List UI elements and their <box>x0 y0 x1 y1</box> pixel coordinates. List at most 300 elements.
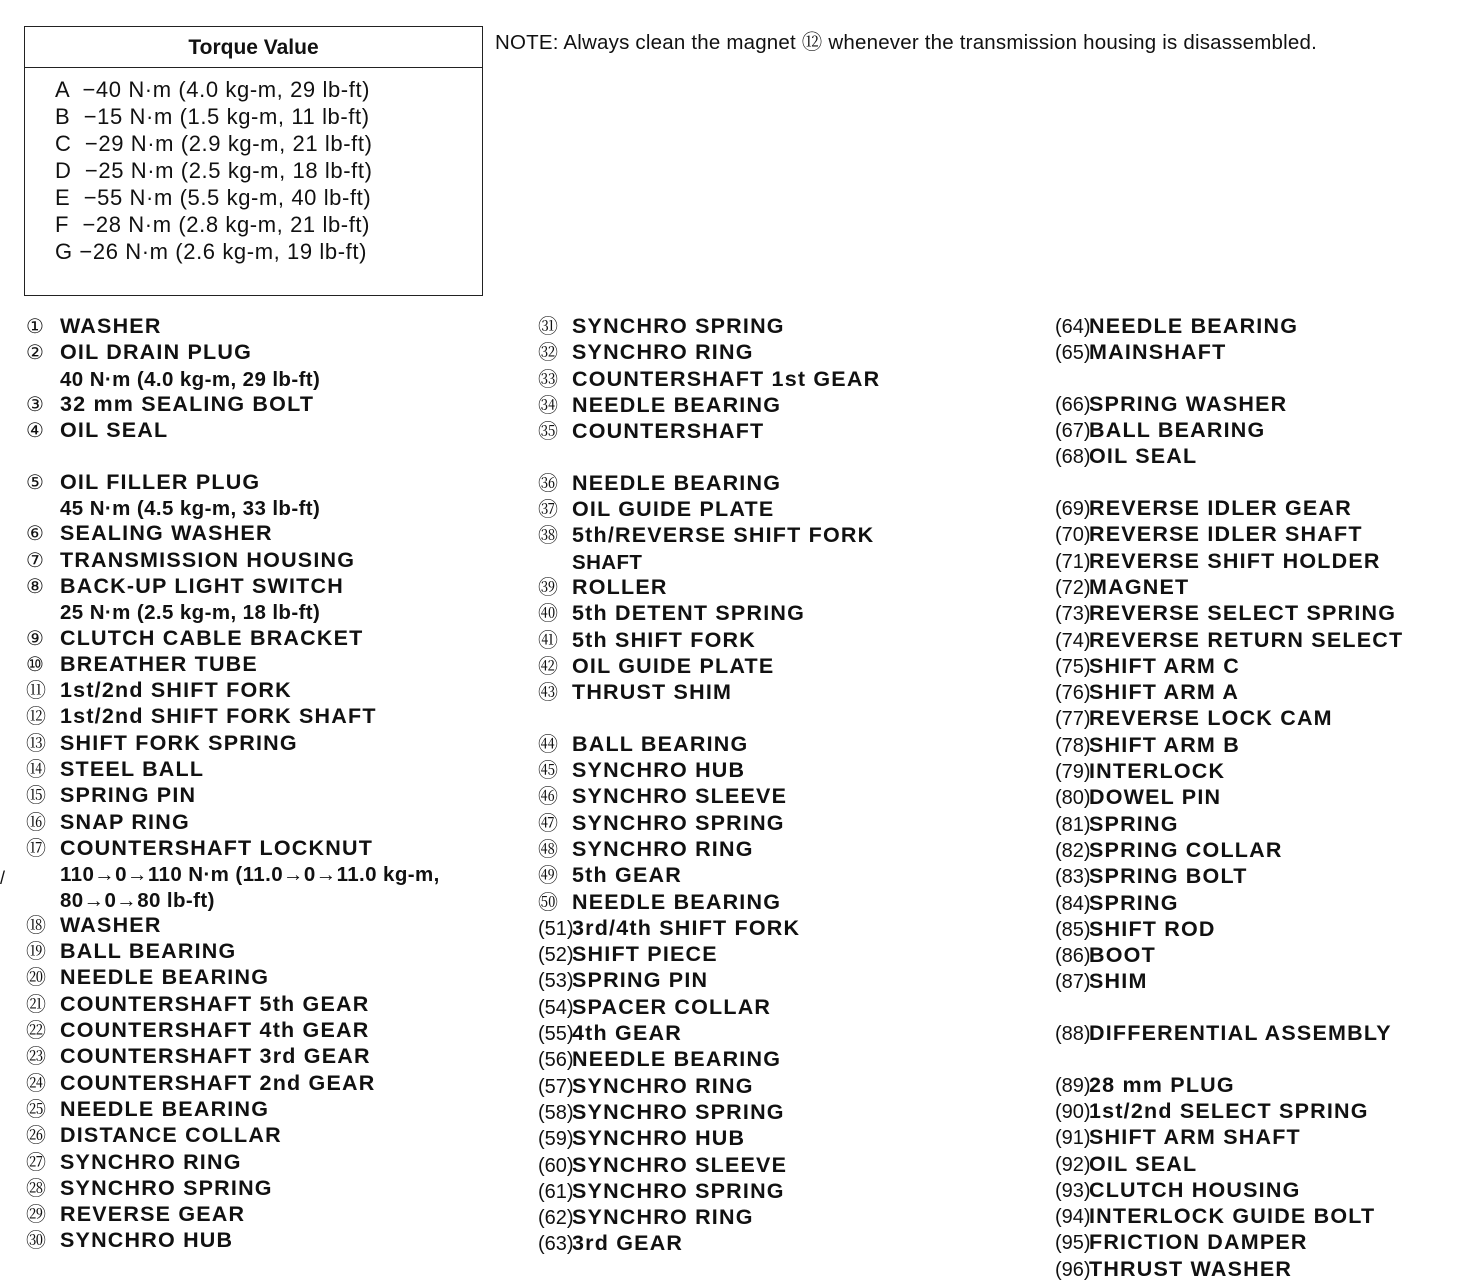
part-item <box>1055 759 1403 785</box>
part-name: SPRING COLLAR <box>1089 837 1283 862</box>
part-item <box>1055 444 1403 470</box>
part-number: (65) <box>1055 342 1091 365</box>
part-name: FRICTION DAMPER <box>1089 1230 1308 1255</box>
part-name: SHIFT ROD <box>1089 916 1216 941</box>
part-name: SPRING WASHER <box>1089 391 1288 416</box>
part-number: (93) <box>1055 1179 1091 1202</box>
part-name: 3rd/4th SHIFT FORK <box>572 915 801 940</box>
part-item <box>538 890 880 916</box>
part-name: SHIM <box>1089 969 1148 994</box>
part-name: SYNCHRO HUB <box>572 1126 746 1151</box>
part-number: (75) <box>1055 655 1091 678</box>
part-name: COUNTERSHAFT LOCKNUT <box>60 835 374 860</box>
part-name: MAINSHAFT <box>1089 340 1227 365</box>
part-number: (80) <box>1055 787 1091 810</box>
part-name: 32 mm SEALING BOLT <box>60 391 315 416</box>
part-item <box>26 1202 440 1228</box>
part-number: (55) <box>538 1023 574 1046</box>
part-item <box>26 521 440 547</box>
part-number: ㊳ <box>538 525 558 548</box>
part-number: ㊽ <box>538 838 558 861</box>
part-name: SHIFT FORK SPRING <box>60 730 298 755</box>
part-name: 1st/2nd SHIFT FORK <box>60 678 292 703</box>
part-name: SYNCHRO SPRING <box>572 810 785 835</box>
part-item <box>538 628 880 654</box>
part-number: ① <box>26 316 44 338</box>
part-name: SYNCHRO RING <box>572 340 754 365</box>
part-name: 3rd GEAR <box>572 1231 684 1256</box>
part-number: ⑮ <box>26 785 46 808</box>
part-number: ㊾ <box>538 865 558 888</box>
part-item <box>538 1126 880 1152</box>
part-item <box>538 1100 880 1126</box>
part-item <box>26 757 440 783</box>
part-number: ㉙ <box>26 1204 46 1227</box>
part-name: 5th/REVERSE SHIFT FORK <box>572 523 875 548</box>
part-name: OIL DRAIN PLUG <box>60 340 252 365</box>
part-name: THRUST WASHER <box>1089 1256 1293 1281</box>
part-item <box>26 470 440 496</box>
part-item <box>538 497 880 523</box>
part-item <box>1055 601 1403 627</box>
part-number: (68) <box>1055 446 1091 469</box>
part-item <box>538 942 880 968</box>
part-item <box>538 575 880 601</box>
part-item <box>26 731 440 757</box>
part-number: (85) <box>1055 918 1091 941</box>
part-number: (61) <box>538 1180 574 1203</box>
part-name: THRUST SHIM <box>572 680 733 705</box>
part-number: (72) <box>1055 576 1091 599</box>
part-name: SYNCHRO HUB <box>60 1228 234 1253</box>
part-item <box>26 418 440 444</box>
part-name: NEEDLE BEARING <box>60 1096 270 1121</box>
part-item <box>1055 943 1403 969</box>
parts-column-2 <box>538 314 880 1258</box>
part-name: SPRING PIN <box>60 783 197 808</box>
part-number: (95) <box>1055 1232 1091 1255</box>
part-number: ⑩ <box>26 653 44 676</box>
part-number: ⑦ <box>26 549 44 572</box>
part-item <box>1055 654 1403 680</box>
part-item <box>538 968 880 994</box>
part-name: COUNTERSHAFT 5th GEAR <box>60 991 370 1016</box>
magnet-note: NOTE: Always clean the magnet ⑫ whenever the transmission housing is disassembled. <box>495 31 1317 54</box>
torque-row-e: E −55 N·m (5.5 kg-m, 40 lb-ft) <box>55 185 372 210</box>
part-number: ㊼ <box>538 812 558 835</box>
part-number: ② <box>26 342 44 365</box>
part-name: REVERSE SHIFT HOLDER <box>1089 548 1381 573</box>
part-name: ROLLER <box>572 574 668 599</box>
part-torque-spec: 110→0→110 N·m (11.0→0→11.0 kg-m, <box>60 863 440 887</box>
torque-row-f: F −28 N·m (2.8 kg-m, 21 lb-ft) <box>55 212 371 237</box>
part-number: ㊱ <box>538 472 558 495</box>
torque-rows <box>25 68 482 265</box>
part-item <box>538 995 880 1021</box>
part-item <box>1055 706 1403 732</box>
part-name: BOOT <box>1089 943 1156 968</box>
part-number: (91) <box>1055 1127 1091 1150</box>
part-name: SHIFT PIECE <box>572 942 718 967</box>
part-item <box>538 1231 880 1257</box>
part-item <box>538 1021 880 1047</box>
torque-row-b: B −15 N·m (1.5 kg-m, 11 lb-ft) <box>55 104 370 129</box>
part-item <box>538 811 880 837</box>
part-number: ⑥ <box>26 523 44 546</box>
part-number: (64) <box>1055 316 1091 338</box>
part-name: SEALING WASHER <box>60 521 273 546</box>
part-number: (88) <box>1055 1023 1091 1046</box>
part-number: ⑫ <box>26 706 46 729</box>
part-number: (58) <box>538 1101 574 1124</box>
part-name: CLUTCH HOUSING <box>1089 1177 1301 1202</box>
part-number: (74) <box>1055 629 1091 652</box>
part-name: SYNCHRO HUB <box>572 758 746 783</box>
part-number: (67) <box>1055 420 1091 443</box>
part-name: DISTANCE COLLAR <box>60 1123 282 1148</box>
part-name: REVERSE SELECT SPRING <box>1089 601 1397 626</box>
part-item <box>1055 549 1403 575</box>
part-item <box>1055 1099 1403 1125</box>
part-name: TRANSMISSION HOUSING <box>60 547 356 572</box>
part-number: ㊿ <box>538 891 558 914</box>
part-item <box>1055 1230 1403 1256</box>
part-number: ㉒ <box>26 1020 46 1043</box>
part-number: (69) <box>1055 498 1091 521</box>
part-name: SPRING PIN <box>572 968 709 993</box>
part-number: (86) <box>1055 945 1091 968</box>
part-name: SPACER COLLAR <box>572 994 772 1019</box>
part-name: NEEDLE BEARING <box>1089 314 1299 338</box>
part-name: DIFFERENTIAL ASSEMBLY <box>1089 1021 1392 1046</box>
part-number: ㉘ <box>26 1177 46 1200</box>
part-number: ㊺ <box>538 760 558 783</box>
part-name: OIL SEAL <box>60 418 169 443</box>
part-item <box>538 1047 880 1073</box>
part-item <box>26 340 440 366</box>
part-name: CLUTCH CABLE BRACKET <box>60 625 364 650</box>
part-item <box>1055 680 1403 706</box>
part-name: OIL SEAL <box>1089 1151 1198 1176</box>
part-number: ㉗ <box>26 1151 46 1174</box>
part-item <box>26 913 440 939</box>
part-item <box>26 652 440 678</box>
part-name: SYNCHRO SPRING <box>572 314 785 338</box>
part-number: ㉚ <box>26 1230 46 1253</box>
part-torque-spec: SHAFT <box>572 550 643 574</box>
part-item <box>1055 522 1403 548</box>
part-name: REVERSE LOCK CAM <box>1089 706 1333 731</box>
part-number: ⑭ <box>26 759 46 782</box>
part-item <box>1055 812 1403 838</box>
part-number: ㊹ <box>538 733 558 756</box>
part-name: OIL GUIDE PLATE <box>572 497 775 522</box>
part-torque-spec: 80→0→80 lb-ft) <box>60 888 215 912</box>
part-name: 5th DETENT SPRING <box>572 601 806 626</box>
part-number: (96) <box>1055 1258 1091 1281</box>
part-torque-spec: 40 N·m (4.0 kg-m, 29 lb-ft) <box>60 367 321 391</box>
part-name: STEEL BALL <box>60 757 205 782</box>
part-number: ㉟ <box>538 421 558 444</box>
part-name: SHIFT ARM C <box>1089 653 1240 678</box>
part-number: ㊷ <box>538 655 558 678</box>
part-number: ㉜ <box>538 342 558 365</box>
part-number: ㉑ <box>26 993 46 1016</box>
part-name: 5th SHIFT FORK <box>572 627 757 652</box>
part-name: NEEDLE BEARING <box>572 392 782 417</box>
part-name: SHIFT ARM B <box>1089 732 1240 757</box>
part-item <box>26 992 440 1018</box>
part-item <box>1055 575 1403 601</box>
part-name: BREATHER TUBE <box>60 651 258 676</box>
part-item <box>1055 733 1403 759</box>
part-item <box>538 654 880 680</box>
part-item <box>1055 340 1403 366</box>
part-item <box>538 732 880 758</box>
part-item <box>26 1228 440 1254</box>
part-number: ⑬ <box>26 732 46 755</box>
part-item <box>1055 838 1403 864</box>
part-number: (83) <box>1055 866 1091 889</box>
part-number: (92) <box>1055 1153 1091 1176</box>
part-item <box>538 601 880 627</box>
part-name: SYNCHRO SPRING <box>572 1099 785 1124</box>
part-name: BALL BEARING <box>1089 418 1266 443</box>
part-name: WASHER <box>60 912 162 937</box>
part-number: ㉝ <box>538 368 558 391</box>
part-number: (53) <box>538 970 574 993</box>
part-number: ⑧ <box>26 575 44 598</box>
part-number: ㉓ <box>26 1046 46 1069</box>
part-number: ㊵ <box>538 603 558 626</box>
part-item <box>538 1074 880 1100</box>
group-gap <box>1055 996 1403 1021</box>
part-name: SYNCHRO SPRING <box>572 1178 785 1203</box>
part-item <box>1055 1021 1403 1047</box>
part-number: (51) <box>538 917 574 940</box>
part-item <box>1055 1257 1403 1283</box>
part-item <box>26 392 440 418</box>
part-number: (57) <box>538 1075 574 1098</box>
part-item <box>538 471 880 497</box>
part-name: REVERSE IDLER GEAR <box>1089 496 1352 521</box>
part-name: SYNCHRO RING <box>572 1073 754 1098</box>
part-item <box>26 1097 440 1123</box>
part-number: (78) <box>1055 734 1091 757</box>
part-item <box>26 939 440 965</box>
part-torque-spec: 25 N·m (2.5 kg-m, 18 lb-ft) <box>60 601 321 625</box>
part-name: SYNCHRO SPRING <box>60 1175 273 1200</box>
part-item <box>538 393 880 419</box>
part-number: (77) <box>1055 708 1091 731</box>
part-item <box>1055 392 1403 418</box>
part-number: ⑳ <box>26 967 46 990</box>
part-item <box>538 1179 880 1205</box>
part-number: ⑲ <box>26 941 46 964</box>
part-item <box>26 783 440 809</box>
part-name: SPRING <box>1089 890 1179 915</box>
part-number: (66) <box>1055 393 1091 416</box>
part-name: OIL GUIDE PLATE <box>572 653 775 678</box>
part-item <box>26 1150 440 1176</box>
part-item <box>26 704 440 730</box>
part-name: 4th GEAR <box>572 1021 682 1046</box>
part-item <box>26 1123 440 1149</box>
part-item <box>26 1176 440 1202</box>
part-name: 28 mm PLUG <box>1089 1072 1235 1097</box>
torque-row-d: D −25 N·m (2.5 kg-m, 18 lb-ft) <box>55 158 373 183</box>
part-name: INTERLOCK <box>1089 759 1226 784</box>
part-number: (84) <box>1055 892 1091 915</box>
part-item <box>26 810 440 836</box>
part-name: COUNTERSHAFT 4th GEAR <box>60 1018 370 1043</box>
part-number: ⑯ <box>26 811 46 834</box>
part-name: BALL BEARING <box>572 731 749 756</box>
part-name: BALL BEARING <box>60 939 237 964</box>
part-name: MAGNET <box>1089 574 1190 599</box>
part-item <box>1055 1152 1403 1178</box>
part-name: NEEDLE BEARING <box>572 470 782 495</box>
torque-row-a: A −40 N·m (4.0 kg-m, 29 lb-ft) <box>55 77 371 102</box>
part-name: 1st/2nd SELECT SPRING <box>1089 1098 1369 1123</box>
part-name: SHIFT ARM A <box>1089 680 1240 705</box>
part-name: SHIFT ARM SHAFT <box>1089 1125 1301 1150</box>
part-name: SYNCHRO RING <box>572 1205 754 1230</box>
part-item <box>1055 418 1403 444</box>
part-number: (62) <box>538 1207 574 1230</box>
part-item <box>26 548 440 574</box>
part-item <box>538 916 880 942</box>
torque-table-title: Torque Value <box>25 27 482 68</box>
part-name: SYNCHRO SLEEVE <box>572 1152 788 1177</box>
part-item <box>26 1018 440 1044</box>
group-gap <box>538 706 880 731</box>
part-name: 5th GEAR <box>572 863 682 888</box>
part-number: (59) <box>538 1128 574 1151</box>
part-name: REVERSE RETURN SELECT <box>1089 627 1404 652</box>
part-item <box>26 1044 440 1070</box>
part-name: 1st/2nd SHIFT FORK SHAFT <box>60 704 377 729</box>
part-item <box>538 314 880 340</box>
part-item <box>538 367 880 393</box>
part-number: ⑨ <box>26 627 44 650</box>
part-number: (54) <box>538 996 574 1019</box>
part-item <box>538 1205 880 1231</box>
stray-mark: / <box>0 868 6 888</box>
part-number: ⑱ <box>26 914 46 937</box>
part-name: COUNTERSHAFT 2nd GEAR <box>60 1070 376 1095</box>
part-item <box>1055 1073 1403 1099</box>
part-name: NEEDLE BEARING <box>572 1047 782 1072</box>
part-name: WASHER <box>60 314 162 338</box>
torque-row-g: G −26 N·m (2.6 kg-m, 19 lb-ft) <box>55 239 368 264</box>
part-number: (81) <box>1055 813 1091 836</box>
part-name: NEEDLE BEARING <box>572 889 782 914</box>
torque-row-c: C −29 N·m (2.9 kg-m, 21 lb-ft) <box>55 131 373 156</box>
torque-value-table <box>24 26 483 296</box>
part-item <box>538 758 880 784</box>
part-item <box>538 837 880 863</box>
part-item <box>1055 1178 1403 1204</box>
part-number: ㉛ <box>538 316 558 338</box>
part-number: (79) <box>1055 761 1091 784</box>
part-number: (73) <box>1055 603 1091 626</box>
part-item <box>1055 496 1403 522</box>
part-number: (89) <box>1055 1074 1091 1097</box>
part-number: (56) <box>538 1049 574 1072</box>
part-item <box>538 523 880 549</box>
part-name: COUNTERSHAFT 1st GEAR <box>572 366 881 391</box>
part-number: (63) <box>538 1233 574 1256</box>
part-item <box>1055 1204 1403 1230</box>
part-name: SPRING <box>1089 811 1179 836</box>
part-name: OIL FILLER PLUG <box>60 469 261 494</box>
part-item <box>26 314 440 340</box>
part-number: ⑤ <box>26 471 44 494</box>
part-name: COUNTERSHAFT <box>572 419 765 444</box>
part-item <box>1055 864 1403 890</box>
part-name: BACK-UP LIGHT SWITCH <box>60 573 344 598</box>
part-name: SPRING BOLT <box>1089 864 1248 889</box>
part-number: ③ <box>26 393 44 416</box>
group-gap <box>1055 471 1403 496</box>
part-number: ㉞ <box>538 394 558 417</box>
parts-column-1 <box>26 314 440 1255</box>
part-item <box>1055 969 1403 995</box>
part-item <box>26 836 440 862</box>
part-number: (94) <box>1055 1206 1091 1229</box>
part-number: ⑰ <box>26 837 46 860</box>
part-name: SYNCHRO RING <box>572 836 754 861</box>
part-item <box>26 574 440 600</box>
part-number: ⑪ <box>26 680 46 703</box>
group-gap <box>26 444 440 469</box>
group-gap <box>1055 367 1403 392</box>
part-number: ㊶ <box>538 629 558 652</box>
part-name: SNAP RING <box>60 809 190 834</box>
part-number: (90) <box>1055 1100 1091 1123</box>
part-number: (87) <box>1055 971 1091 994</box>
part-number: (82) <box>1055 839 1091 862</box>
part-item <box>538 419 880 445</box>
part-item <box>1055 917 1403 943</box>
part-item <box>1055 628 1403 654</box>
part-number: ㉕ <box>26 1098 46 1121</box>
part-item <box>538 784 880 810</box>
part-item <box>538 680 880 706</box>
part-item <box>538 340 880 366</box>
part-item <box>26 626 440 652</box>
part-number: ㉔ <box>26 1072 46 1095</box>
part-name: DOWEL PIN <box>1089 785 1222 810</box>
part-number: ㉖ <box>26 1125 46 1148</box>
part-name: NEEDLE BEARING <box>60 965 270 990</box>
part-name: COUNTERSHAFT 3rd GEAR <box>60 1044 371 1069</box>
part-item <box>538 1153 880 1179</box>
part-item <box>26 965 440 991</box>
part-item <box>1055 1125 1403 1151</box>
part-item <box>26 678 440 704</box>
group-gap <box>1055 1047 1403 1072</box>
part-number: ④ <box>26 420 44 443</box>
parts-column-3 <box>1055 314 1403 1283</box>
part-name: SYNCHRO RING <box>60 1149 242 1174</box>
part-number: (60) <box>538 1154 574 1177</box>
part-number: ㊻ <box>538 786 558 809</box>
part-number: (52) <box>538 944 574 967</box>
part-number: ㊸ <box>538 682 558 705</box>
part-number: (70) <box>1055 524 1091 547</box>
